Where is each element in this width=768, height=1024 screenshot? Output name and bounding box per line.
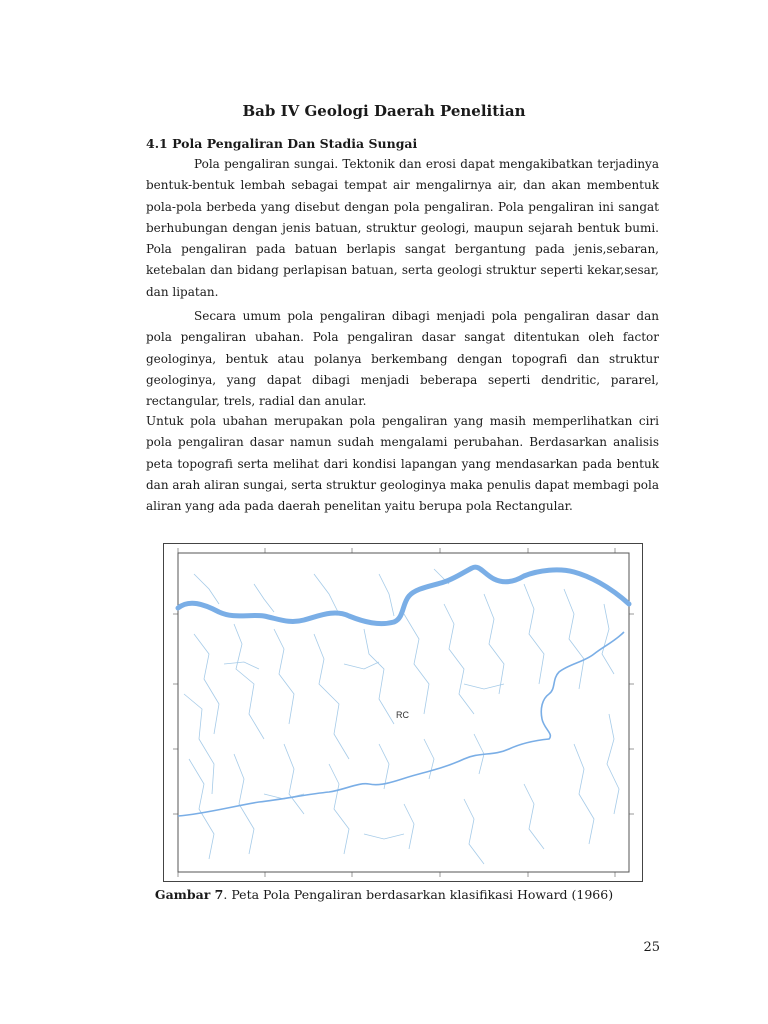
paragraph-2: Secara umum pola pengaliran dibagi menjadi pola pengaliran dasar dan pola pengaliran ubahan. Pola pengaliran dasar sangat ditentukan oleh factor geologinya, bentuk atau polanya berkembang dengan topografi dan struktur geologinya, yang dapat dibagi menjadi beberapa seperti dendritic, pararel, rectangular, trels, radial dan anular. xyxy=(146,309,659,409)
paragraph-1: Pola pengaliran sungai. Tektonik dan erosi dapat mengakibatkan terjadinya bentuk-bentuk lembah sebagai tempat air mengalirnya air, dan akan membentuk pola-pola berbeda yang disebut dengan pola pengaliran. Pola pengaliran ini sangat berhubungan dengan jenis batuan, struktur geologi, maupun sejarah bentuk bumi. Pola pengaliran pada batuan berlapis sangat bergantung pada jenis,sebaran, ketebalan dan bidang perlapisan batuan, serta geologi struktur seperti kekar,sesar, dan lipatan. xyxy=(146,157,659,299)
secondary-river xyxy=(178,632,624,816)
caption-text: . Peta Pola Pengaliran berdasarkan klasifikasi Howard (1966) xyxy=(223,887,614,902)
map-label: RC xyxy=(396,710,409,720)
map-svg xyxy=(164,544,642,881)
drainage-pattern-map xyxy=(163,543,643,882)
chapter-title: Bab IV Geologi Daerah Penelitian xyxy=(242,102,526,120)
caption-label: Gambar 7 xyxy=(154,887,224,902)
paragraph-3: Untuk pola ubahan merupakan pola pengaliran yang masih memperlihatkan ciri pola pengaliran dasar namun sudah mengalami perubahan. Berdasarkan analisis peta topografi serta melihat dari kondisi lapangan yang mendasarkan pada bentuk dan arah aliran sungai, serta struktur geologinya maka penulis dapat membagi pola aliran yang ada pada daerah penelitan yaitu berupa pola Rectangular. xyxy=(146,414,659,514)
main-river xyxy=(178,567,629,624)
figure-caption xyxy=(0,887,768,902)
page-number: 25 xyxy=(643,940,660,955)
section-heading: 4.1 Pola Pengaliran Dan Stadia Sungai xyxy=(146,136,418,151)
